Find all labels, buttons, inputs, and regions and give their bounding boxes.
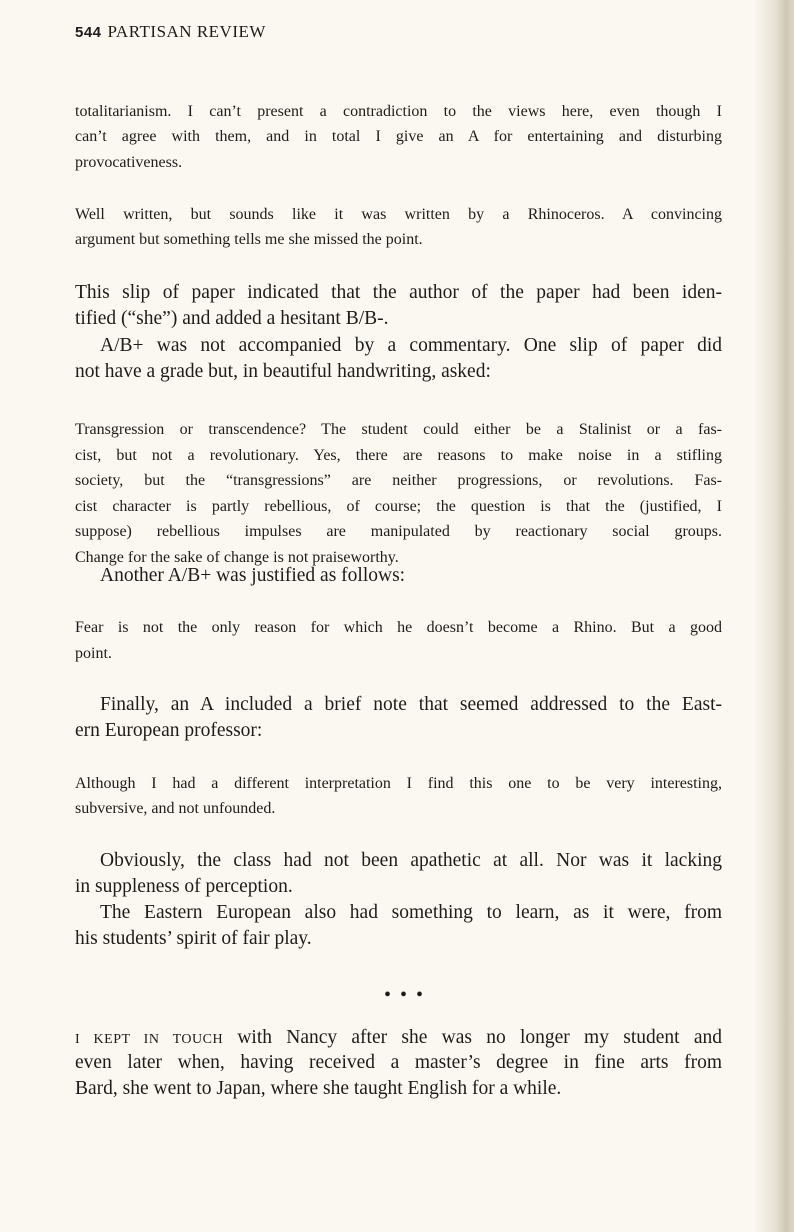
text-line: suppose) rebellious impulses are manipulated by reactionary social groups.	[75, 523, 722, 540]
text-line: society, but the “transgressions” are neither progressions, or revolutions. Fas-	[75, 472, 722, 489]
text-line: ern European professor:	[75, 720, 263, 741]
text-line	[75, 1026, 722, 1052]
text-span: with Nancy after she was no longer my student and	[223, 1027, 722, 1048]
text-line: Finally, an A included a brief note that seemed addressed to the East-	[100, 694, 722, 715]
text-line: not have a grade but, in beautiful handwriting, asked:	[75, 361, 491, 382]
text-line: his students’ spirit of fair play.	[75, 928, 312, 949]
text-line: provocativeness.	[75, 154, 183, 171]
text-line: Change for the sake of change is not praiseworthy.	[75, 549, 399, 566]
text-line: even later when, having received a master’s degree in fine arts from	[75, 1052, 722, 1073]
running-header	[75, 22, 266, 42]
text-line: Although I had a different interpretation I find this one to be very interesting,	[75, 775, 722, 792]
text-line: cist, but not a revolutionary. Yes, there are reasons to make noise in a stifling	[75, 447, 722, 464]
text-line: Another A/B+ was justified as follows:	[100, 565, 406, 586]
page-edge-shadow	[754, 0, 794, 1232]
text-line: argument but something tells me she missed the point.	[75, 231, 423, 248]
text-line: tified (“she”) and added a hesitant B/B-.	[75, 308, 389, 329]
text-line: The Eastern European also had something to learn, as it were, from	[100, 902, 722, 923]
text-line: in suppleness of perception.	[75, 876, 293, 897]
journal-title: PARTISAN REVIEW	[107, 22, 266, 41]
small-caps-lead: I KEPT IN TOUCH	[75, 1032, 224, 1047]
text-line: A/B+ was not accompanied by a commentary. One slip of paper did	[100, 335, 722, 356]
text-line: Transgression or transcendence? The student could either be a Stalinist or a fas-	[75, 421, 722, 438]
text-line: This slip of paper indicated that the author of the paper had been iden-	[75, 282, 722, 303]
text-line: Obviously, the class had not been apathetic at all. Nor was it lacking	[100, 850, 722, 871]
text-line: Well written, but sounds like it was written by a Rhinoceros. A convincing	[75, 206, 722, 223]
text-line: can’t agree with them, and in total I give an A for entertaining and disturbing	[75, 128, 722, 145]
text-line: totalitarianism. I can’t present a contradiction to the views here, even though I	[75, 103, 722, 120]
text-line: Bard, she went to Japan, where she taught English for a while.	[75, 1078, 562, 1099]
text-line: subversive, and not unfounded.	[75, 800, 276, 817]
text-line: point.	[75, 645, 112, 662]
page-number: 544	[75, 24, 102, 41]
section-break: • • •	[384, 984, 426, 1006]
text-line: Fear is not the only reason for which he doesn’t become a Rhino. But a good	[75, 619, 722, 636]
text-line: cist character is partly rebellious, of course; the question is that the (justified, I	[75, 498, 722, 515]
